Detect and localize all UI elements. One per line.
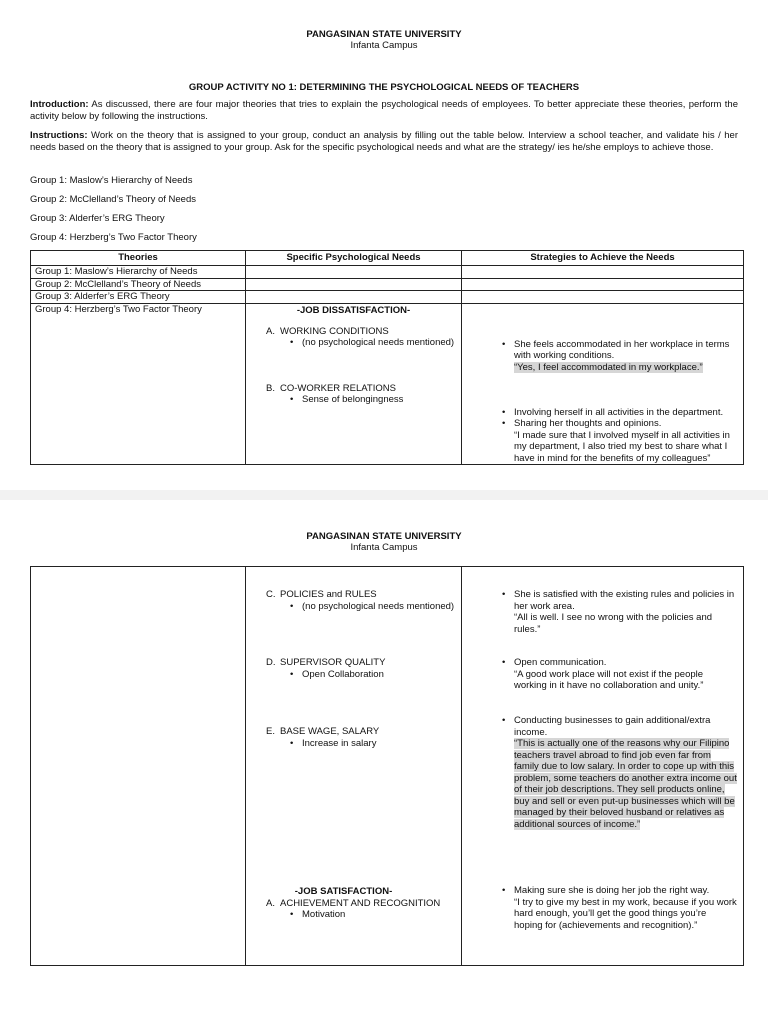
strategy-item: • Involving herself in all activities in the department. xyxy=(466,407,737,419)
needs-table-continued xyxy=(30,566,744,966)
factor-base-wage: E. BASE WAGE, SALARY • Increase in salary xyxy=(250,726,457,749)
document-page-2 xyxy=(0,500,768,1024)
factor-name: SUPERVISOR QUALITY xyxy=(280,657,386,668)
university-name: PANGASINAN STATE UNIVERSITY xyxy=(306,29,462,40)
table-row xyxy=(31,266,744,279)
needs-cell xyxy=(246,567,462,966)
page-header xyxy=(0,531,768,553)
table-row xyxy=(31,291,744,304)
factor-coworker-relations: B. CO-WORKER RELATIONS • Sense of belongingness xyxy=(250,383,457,406)
factor-working-conditions: A. WORKING CONDITIONS • (no psychological needs mentioned) xyxy=(250,326,457,349)
strategy-item: • Open communication. xyxy=(466,657,737,669)
factor-policies-rules: C. POLICIES and RULES • (no psychological needs mentioned) xyxy=(250,589,457,612)
need-item: • Motivation xyxy=(250,909,457,921)
instructions-paragraph xyxy=(30,130,738,153)
strategy-coworker-relations xyxy=(466,407,737,465)
strategy-item: • Sharing her thoughts and opinions. xyxy=(466,418,737,430)
factor-name: BASE WAGE, SALARY xyxy=(280,726,380,737)
job-satisfaction-title: -JOB SATISFACTION- xyxy=(294,886,393,897)
strategy-working-conditions xyxy=(466,339,737,374)
document-page-1 xyxy=(0,0,768,490)
strategy-base-wage xyxy=(466,715,737,830)
theory-cell: Group 2: McClelland’s Theory of Needs xyxy=(31,278,246,291)
need-item: • (no psychological needs mentioned) xyxy=(250,601,457,613)
interview-quote: “Yes, I feel accommodated in my workplace.” xyxy=(514,361,703,373)
page-header xyxy=(0,29,768,51)
group-line-1: Group 1: Maslow’s Hierarchy of Needs xyxy=(30,175,193,186)
need-item: • Increase in salary xyxy=(250,738,457,750)
strategy-item: • She is satisfied with the existing rules and policies in her work area. xyxy=(466,589,737,612)
campus-name: Infanta Campus xyxy=(350,542,418,553)
group-line-2: Group 2: McClelland’s Theory of Needs xyxy=(30,194,196,205)
strategy-item: • Conducting businesses to gain additional/extra income. xyxy=(466,715,737,738)
introduction-text: As discussed, there are four major theories that tries to explain the psychological needs of employees. To better appreciate these theories, perform the activity below by following the instructions. xyxy=(30,99,738,122)
header-theories: Theories xyxy=(31,251,246,266)
interview-quote: “All is well. I see no wrong with the policies and rules.” xyxy=(514,612,713,635)
university-name: PANGASINAN STATE UNIVERSITY xyxy=(306,531,462,542)
theory-cell xyxy=(31,567,246,966)
instructions-text: Work on the theory that is assigned to your group, conduct an analysis by filling out the table below. Interview a school teacher, and validate his / her needs based on the theory that is assigned to your group. Ask for the specific psychological needs and what are the strategy/ ies he/she employs to achieve those. xyxy=(30,130,738,153)
strategy-achievement-recognition xyxy=(466,885,737,931)
interview-quote: “I try to give my best in my work, because if you work hard enough, you’ll get the good things you’re hoping for (achievements and recognition).” xyxy=(514,896,737,931)
strategy-item: • Making sure she is doing her job the right way. xyxy=(466,885,737,897)
theory-cell: Group 1: Maslow’s Hierarchy of Needs xyxy=(31,266,246,279)
strategy-policies-rules xyxy=(466,589,737,635)
table-row xyxy=(31,303,744,464)
interview-quote: “A good work place will not exist if the people working in it have no collaboration and unity.” xyxy=(514,668,704,691)
factor-name: WORKING CONDITIONS xyxy=(280,325,389,337)
interview-quote: “I made sure that I involved myself in all activities in my department, I also tried my best to share what I have in mind for the benefits of my colleagues” xyxy=(514,429,730,464)
campus-name: Infanta Campus xyxy=(350,40,418,51)
table-row xyxy=(31,278,744,291)
needs-table xyxy=(30,250,744,465)
strategy-supervisor-quality xyxy=(466,657,737,692)
group-line-3: Group 3: Alderfer’s ERG Theory xyxy=(30,213,165,224)
factor-name: POLICIES and RULES xyxy=(280,589,377,600)
instructions-label: Instructions: xyxy=(30,130,88,141)
introduction-label: Introduction: xyxy=(30,99,89,110)
introduction-paragraph xyxy=(30,99,738,122)
factor-name: ACHIEVEMENT AND RECOGNITION xyxy=(280,897,441,909)
factor-name: CO-WORKER RELATIONS xyxy=(280,382,396,394)
strategies-cell xyxy=(462,567,744,966)
header-strategies: Strategies to Achieve the Needs xyxy=(462,251,744,266)
theory-cell: Group 4: Herzberg’s Two Factor Theory xyxy=(31,303,246,464)
factor-achievement-recognition: -JOB SATISFACTION- A. ACHIEVEMENT AND RECOGNITION • Motivation xyxy=(250,885,457,921)
job-dissatisfaction-title: -JOB DISSATISFACTION- xyxy=(296,304,411,316)
factor-supervisor-quality: D. SUPERVISOR QUALITY • Open Collaboration xyxy=(250,657,457,680)
table-header-row xyxy=(31,251,744,266)
page-separator xyxy=(0,490,768,500)
interview-quote: “This is actually one of the reasons why our Filipino teachers travel abroad to find job even far from family due to low salary. In order to cope up with this problem, some teachers do another extra income out of their job descriptions. They sell products online, buy and sell or even put-up businesses which will be managed by their beloved husband or relatives as additional sources of income.” xyxy=(514,738,737,830)
header-needs: Specific Psychological Needs xyxy=(246,251,462,266)
strategies-cell xyxy=(462,303,744,464)
strategy-item: • She feels accommodated in her workplace in terms with working conditions. xyxy=(466,339,737,362)
need-item: • Sense of belongingness xyxy=(250,394,457,406)
group-line-4: Group 4: Herzberg’s Two Factor Theory xyxy=(30,232,197,243)
needs-cell xyxy=(246,303,462,464)
need-item: • (no psychological needs mentioned) xyxy=(250,337,457,349)
activity-title: GROUP ACTIVITY NO 1: DETERMINING THE PSYCHOLOGICAL NEEDS OF TEACHERS xyxy=(188,82,580,93)
need-item: • Open Collaboration xyxy=(250,669,457,681)
theory-cell: Group 3: Alderfer’s ERG Theory xyxy=(31,291,246,304)
table-row xyxy=(31,567,744,966)
